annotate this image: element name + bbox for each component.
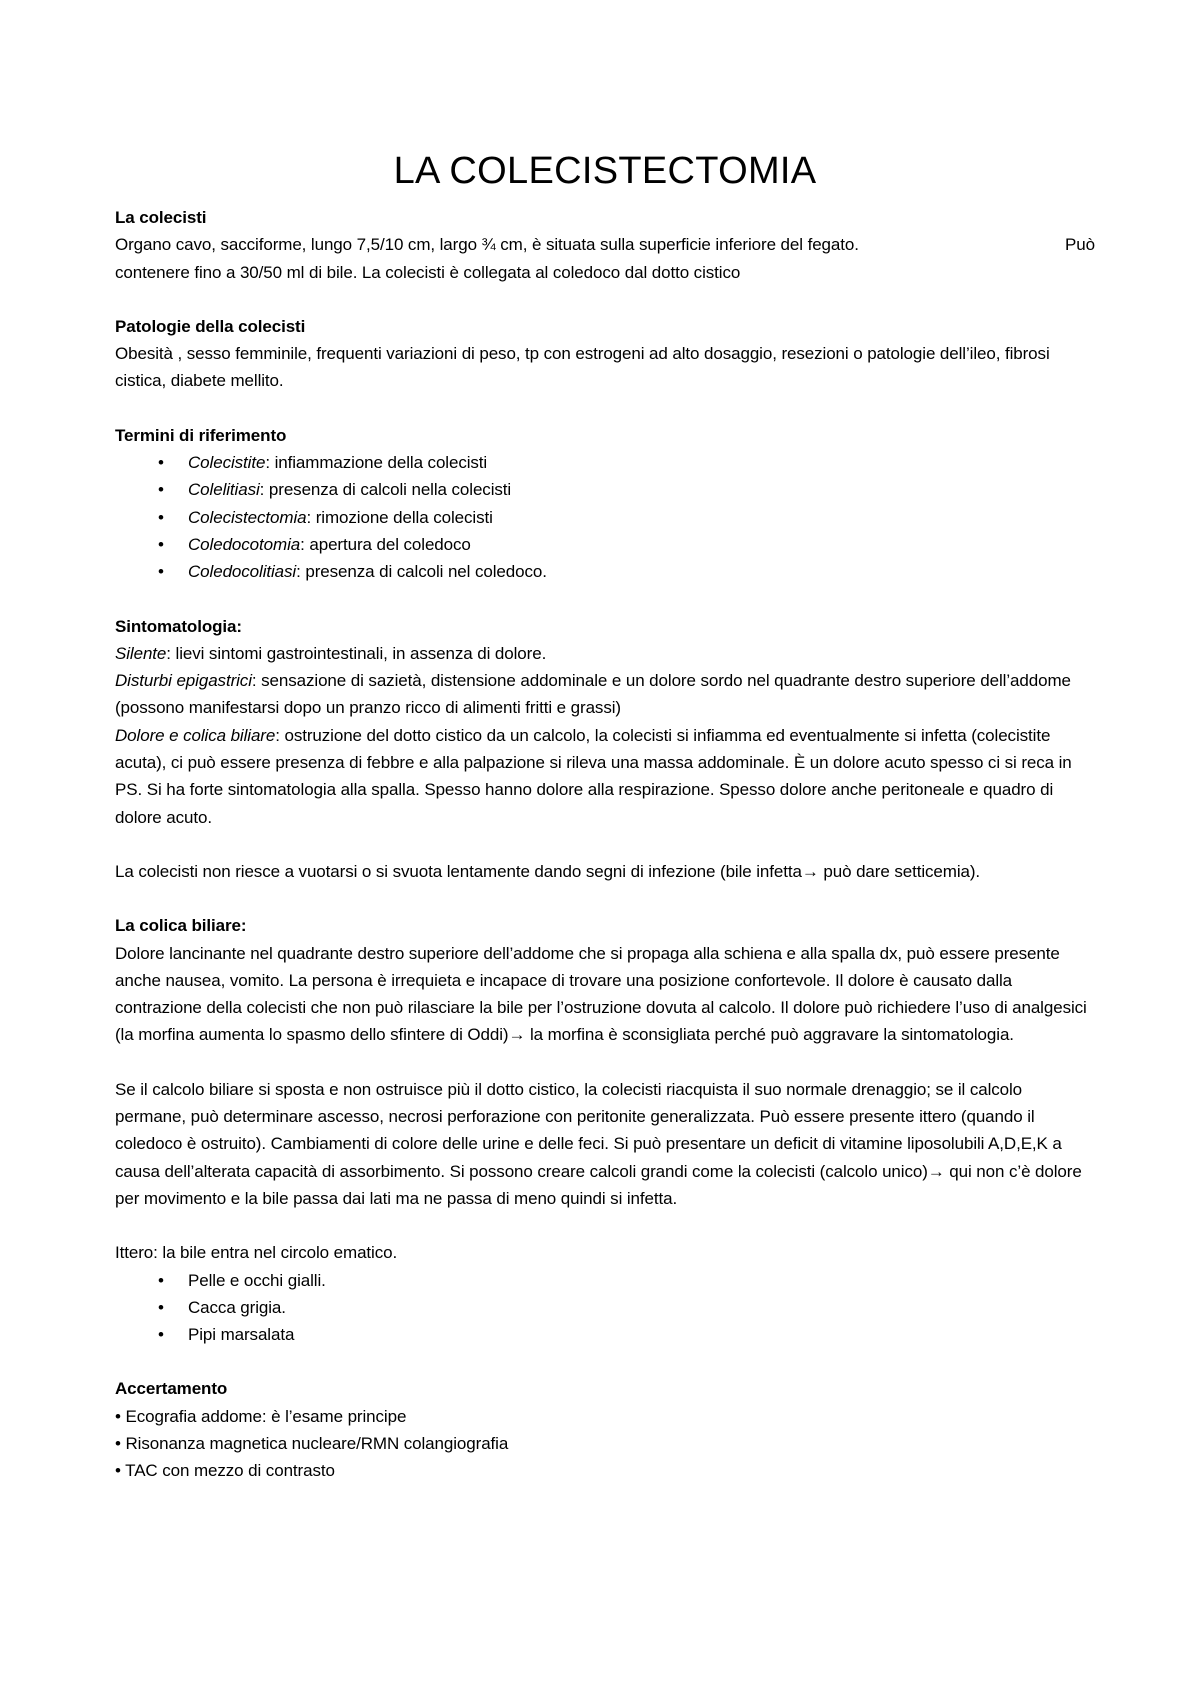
list-item: • Colecistectomia: rimozione della colecisti [115, 504, 1095, 531]
paragraph-patologie: Obesità , sesso femminile, frequenti variazioni di peso, tp con estrogeni ad alto dosaggio, resezioni o patologie dell’ileo, fibrosi cistica, diabete mellito. [115, 344, 1050, 391]
list-item: • Ecografia addome: è l’esame principe [115, 1406, 407, 1426]
list-item: • Coledocolitiasi: presenza di calcoli nel coledoco. [115, 558, 1095, 585]
paragraph-calcolo: Se il calcolo biliare si sposta e non ostruisce più il dotto cistico, la colecisti riacquista il suo normale drenaggio; se il calcolo permane, può determinare ascesso, necrosi perforazione con peritonite generalizzata. Può essere presente ittero (quando il coledoco è ostruito). Cambiamenti di colore delle urine e delle feci. Si può presentare un deficit di vitamine liposolubili A,D,E,K a causa dell’alterata capacità di assorbimento. Si possono creare calcoli grandi come la colecisti (calcolo unico)→ qui non c’è dolore per movimento e la bile passa dai lati ma ne passa di meno quindi si infetta. [115, 1079, 1082, 1208]
section-heading-accertamento: Accertamento [115, 1379, 228, 1399]
section-heading-patologie: Patologie della colecisti [115, 316, 306, 336]
paragraph-disturbi: Disturbi epigastrici: sensazione di sazietà, distensione addominale e un dolore sordo nel quadrante destro superiore dell’addome (possono manifestarsi dopo un pranzo ricco di alimenti fritti e grassi) [115, 671, 1071, 718]
paragraph-silente: Silente: lievi sintomi gastrointestinali, in assenza di dolore. [115, 643, 547, 663]
list-item: • Pelle e occhi gialli. [115, 1267, 1095, 1294]
paragraph-dolore: Dolore e colica biliare: ostruzione del dotto cistico da un calcolo, la colecisti si infiamma ed eventualmente si infetta (colecistite acuta), ci può essere presenza di febbre e alla palpazione si rileva una massa addominale. È un dolore acuto spesso ci si reca in PS. Si ha forte sintomatologia alla spalla. Spesso hanno dolore alla respirazione. Spesso dolore anche peritoneale e quadro di dolore acuto. [115, 725, 1072, 827]
paragraph-svuota: La colecisti non riesce a vuotarsi o si svuota lentamente dando segni di infezione (bile infetta→ può dare setticemia). [115, 861, 981, 881]
termini-list [115, 449, 1095, 585]
list-item: • Colecistite: infiammazione della colecisti [115, 449, 1095, 476]
section-heading-ittero: Ittero: la bile entra nel circolo ematico. [115, 1243, 398, 1263]
paragraph-colecisti [115, 231, 1095, 258]
document-body [115, 148, 1095, 1485]
paragraph-colecisti-line2: contenere fino a 30/50 ml di bile. La colecisti è collegata al coledoco dal dotto cistico [115, 262, 741, 282]
paragraph-colecisti-right: Può [1065, 235, 1095, 255]
section-heading-termini: Termini di riferimento [115, 425, 287, 445]
paragraph-colica: Dolore lancinante nel quadrante destro superiore dell’addome che si propaga alla schiena e alla spalla dx, può essere presente anche nausea, vomito. La persona è irrequieta e incapace di trovare una posizione confortevole. Il dolore è causato dalla contrazione della colecisti che non può rilasciare la bile per l’ostruzione dovuta al calcolo. Il dolore può richiedere l’uso di analgesici (la morfina aumenta lo spasmo dello sfintere di Oddi)→ la morfina è sconsigliata perché può aggravare la sintomatologia. [115, 943, 1087, 1045]
section-heading-colica: La colica biliare: [115, 916, 247, 936]
list-item: • TAC con mezzo di contrasto [115, 1461, 335, 1481]
paragraph-colecisti-line1: Organo cavo, sacciforme, lungo 7,5/10 cm, largo ¾ cm, è situata sulla superficie inferiore del fegato. [115, 235, 859, 255]
list-item: • Risonanza magnetica nucleare/RMN colangiografia [115, 1433, 509, 1453]
list-item: • Colelitiasi: presenza di calcoli nella colecisti [115, 476, 1095, 503]
section-heading-sintomatologia: Sintomatologia: [115, 616, 242, 636]
ittero-list [115, 1267, 1095, 1349]
list-item: • Coledocotomia: apertura del coledoco [115, 531, 1095, 558]
list-item: • Pipi marsalata [115, 1321, 1095, 1348]
page-title: LA COLECISTECTOMIA [393, 150, 817, 192]
list-item: • Cacca grigia. [115, 1294, 1095, 1321]
section-heading-colecisti: La colecisti [115, 208, 207, 227]
